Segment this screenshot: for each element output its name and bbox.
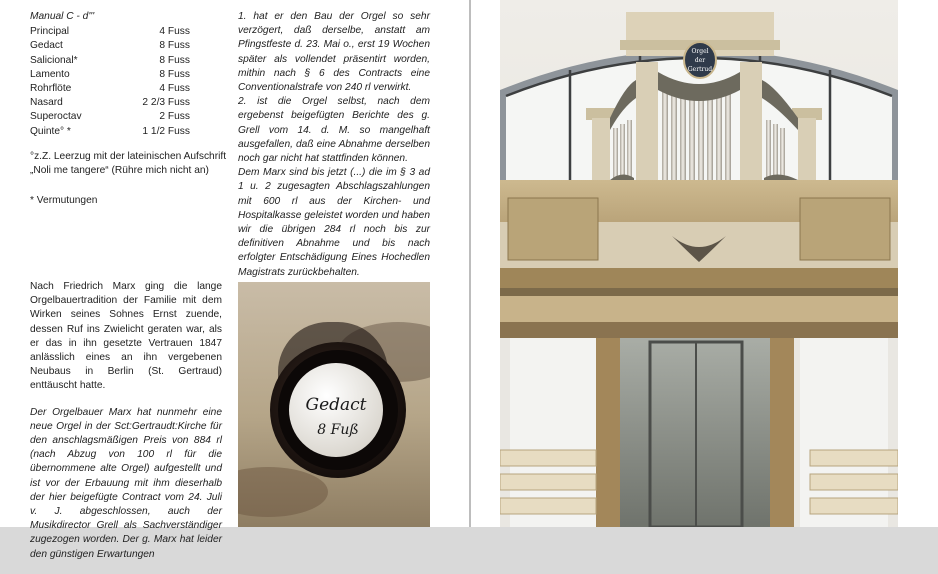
stop-name: Salicional* bbox=[30, 54, 78, 66]
stop-name: Superoctav bbox=[30, 111, 82, 123]
footnote-empty-stop: °z.Z. Leerzug mit der lateinischen Aufschrift „Noli me tangere“ (Rühre mich nicht an) bbox=[30, 151, 227, 177]
stop-row bbox=[30, 39, 190, 53]
organ-image bbox=[500, 0, 898, 527]
stop-size: 4 Fuss bbox=[159, 82, 190, 94]
stop-size: 8 Fuss bbox=[159, 54, 190, 66]
stop-knob-photo bbox=[238, 282, 430, 527]
stop-name: Lamento bbox=[30, 68, 70, 80]
knob-label-size: 8 Fuß bbox=[317, 422, 359, 438]
quote-paragraph: 2. ist die Orgel selbst, nach dem ergebenst beigefügten Berichte des g. Grell vom 14. d. M. so mangelhaft ausgefallen, daß eine Abnahme derselben noch gar nicht hat stattfinden können. bbox=[238, 96, 430, 165]
plaque-line-2: der bbox=[694, 57, 706, 64]
stop-name: Nasard bbox=[30, 97, 63, 109]
quote-paragraph: 1. hat er den Bau der Orgel so sehr verzögert, daß derselbe, anstatt am Pfingstfeste d. 23. Mai o., erst 19 Wochen später als vollendet präsentirt worden, mithin nach § 6 des Contracts eine Conventionalstrafe von 240 rl verwirkt. bbox=[238, 11, 430, 94]
stop-size: 4 Fuss bbox=[159, 26, 190, 38]
stop-size: 2 Fuss bbox=[159, 111, 190, 123]
stop-row bbox=[30, 110, 190, 124]
archive-quote bbox=[238, 10, 430, 280]
organ-photo bbox=[500, 0, 898, 527]
stop-row bbox=[30, 54, 190, 68]
body-quote-paragraph: Der Orgelbauer Marx hat nunmehr eine neue Orgel in der Sct:Gertraudt:Kirche für den anschlagsmäßigen Preis von 884 rl (nach Abzug von 100 rl für die übernommene alte Orgel) aufgestellt und ist vor der Erbauung mit ihm dieserhalb der hier beigefügte Contract vom 24. Juli v. J. abgeschlossen, auch der Musikdirector Grell als Sachverständiger zugezogen worden. Der g. Marx hat leider den günstigen Erwartungen bbox=[30, 406, 222, 560]
footnote-assumptions: * Vermutungen bbox=[30, 195, 98, 206]
plaque-line-3: Gertrud bbox=[687, 66, 713, 73]
quote-paragraph: Dem Marx sind bis jetzt (...) die im § 3 ad 1 u. 2 zugesagten Abschlagszahlungen mit 600 rl aus der Kirchen- und Hospitalkasse geleistet worden und haben wir die übrigen 284 rl noch bis zur definitiven Abnahme und bis nach erfolgter Entschädigung Eines Hochedlen Magistrats zurückbehalten. bbox=[238, 167, 430, 278]
stop-size: 8 Fuss bbox=[159, 68, 190, 80]
stop-size: 2 2/3 Fuss bbox=[142, 97, 190, 109]
stop-knob-image bbox=[238, 282, 430, 527]
body-paragraph: Nach Friedrich Marx ging die lange Orgelbauertradition der Familie mit dem Wirken seines Sohnes Ernst zuende, dessen Ruf ins Zwielicht geraten war, als er das in ihn gesetzte Vertrauen 1847 anlässlich eines an ihn vergebenen Neubaus in Berlin (St. Gertraud) enttäuscht hatte. bbox=[30, 281, 222, 392]
stop-row bbox=[30, 96, 190, 110]
plaque-line-1: Orgel bbox=[691, 48, 709, 55]
stop-name: Quinte° * bbox=[30, 125, 71, 137]
stop-list bbox=[30, 10, 190, 139]
stop-size: 8 Fuss bbox=[159, 40, 190, 52]
stop-list-header: Manual C - d''' bbox=[30, 11, 95, 22]
stop-name: Gedact bbox=[30, 40, 63, 52]
stop-row bbox=[30, 125, 190, 139]
stop-row bbox=[30, 25, 190, 39]
stop-row bbox=[30, 68, 190, 82]
stop-name: Rohrflöte bbox=[30, 82, 72, 94]
stop-row bbox=[30, 82, 190, 96]
body-text bbox=[30, 280, 222, 574]
stop-name: Principal bbox=[30, 26, 70, 38]
knob-label-name: Gedact bbox=[305, 395, 367, 415]
stop-size: 1 1/2 Fuss bbox=[142, 125, 190, 137]
